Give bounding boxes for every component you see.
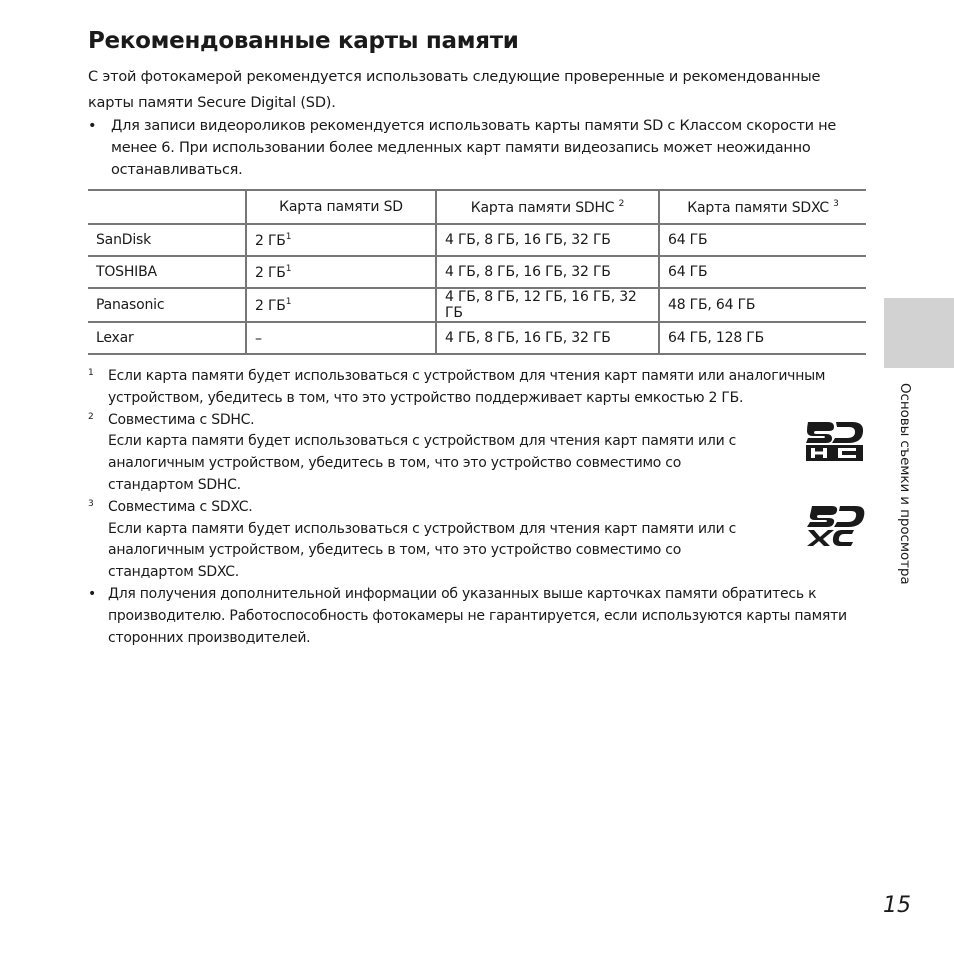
sdxc-cell: 64 ГБ, 128 ГБ — [659, 322, 866, 354]
sdhc-cell: 4 ГБ, 8 ГБ, 16 ГБ, 32 ГБ — [436, 322, 659, 354]
sd-cell: 2 $ГБ^1$ — [246, 256, 436, 288]
sdhc-logo-icon — [804, 418, 866, 466]
footnote-number: 1 — [88, 368, 94, 378]
table-row — [88, 322, 866, 354]
brand-cell: SanDisk — [96, 232, 152, 248]
table-row — [88, 256, 866, 288]
memory-cards-table — [88, 189, 866, 355]
footnote-line: Совместима с SDHC. — [108, 411, 255, 428]
footnote-line: Совместима с SDXC. — [108, 498, 253, 515]
footnote-line: стандартом SDHC. — [108, 476, 241, 493]
sd-cell: – — [246, 322, 436, 354]
brand-cell: Panasonic — [88, 288, 246, 322]
sdxc-logo-icon — [804, 503, 866, 551]
section-tab — [884, 298, 954, 368]
bullet-text: Для записи видеороликов рекомендуется использовать карты памяти SD с Классом скорости не менее 6. При использовании более медленных карт памяти видеозапись может неожиданно останавливаться. — [111, 118, 837, 178]
bullet-dot: • — [88, 118, 97, 134]
sdhc-cell: 4 ГБ, 8 ГБ, 16 ГБ, 32 ГБ — [436, 256, 659, 288]
footnote-line: стандартом SDXC. — [108, 564, 239, 581]
bullet-video-recommendation — [88, 115, 868, 181]
sdxc-cell: 64 ГБ — [659, 224, 866, 256]
page-title: Рекомендованные карты памяти — [88, 28, 519, 54]
footnote-ref: 3 — [833, 198, 839, 209]
bullet-dot: • — [88, 586, 97, 602]
bullet-text: Для получения дополнительной информации об указанных выше карточках памяти обратитесь к производителю. Работоспособность фотокамеры не гарантируется, если используются карты памяти сторонних производителей. — [108, 586, 847, 646]
sd-cell: 2 $ГБ^1$ — [246, 224, 436, 256]
sdhc-cell: 4 ГБ, 8 ГБ, 16 ГБ, 32 ГБ — [436, 224, 659, 256]
footnote-line: аналогичным устройством, убедитесь в том, что это устройство совместимо со — [108, 455, 682, 472]
footnote-ref: 2 — [618, 198, 625, 209]
footnote-line: Если карта памяти будет использоваться с устройством для чтения карт памяти или с — [108, 433, 737, 450]
footnote-3 — [88, 497, 868, 584]
footnote-1 — [88, 366, 868, 410]
page-number: 15 — [883, 893, 911, 918]
brand-cell: Lexar — [88, 322, 246, 354]
table-header-row — [88, 190, 866, 224]
table-row — [88, 288, 866, 322]
footnote-line: аналогичным устройством, убедитесь в том, что это устройство совместимо со — [108, 542, 682, 559]
intro-paragraph: С этой фотокамерой рекомендуется использовать следующие проверенные и рекомендованные карты памяти Secure Digital (SD). — [88, 69, 821, 111]
footnote-line: устройством, убедитесь в том, что это устройство поддерживает карты емкостью 2 ГБ. — [108, 389, 744, 406]
brand-cell: TOSHIBA — [88, 256, 246, 288]
header-sdhc: Карта памяти SDHC $^2$ — [436, 190, 659, 224]
footnote-number: 2 — [88, 411, 94, 422]
footnote-number: 3 — [88, 498, 94, 509]
footnote-line: Если карта памяти будет использоваться с устройством для чтения карт памяти или с — [108, 520, 737, 537]
sdxc-cell: 48 ГБ, 64 ГБ — [659, 288, 866, 322]
sdhc-cell: 4 ГБ, 8 ГБ, 12 ГБ, 16 ГБ, 32 ГБ — [436, 288, 659, 322]
footnote-ref: 1 — [285, 296, 292, 307]
bullet-more-info — [88, 583, 868, 649]
section-side-label: Основы съемки и просмотра — [897, 383, 913, 585]
footnote-ref: 1 — [285, 263, 292, 274]
header-sdxc: Карта памяти SDXC $^3$ — [659, 190, 866, 224]
footnotes — [88, 366, 868, 584]
footnote-ref: 1 — [285, 231, 292, 242]
header-brand — [88, 190, 246, 224]
table-row — [88, 224, 866, 256]
sdxc-cell: 64 ГБ — [659, 256, 866, 288]
footnote-line: Если карта памяти будет использоваться с устройством для чтения карт памяти или аналогичным — [108, 368, 826, 384]
footnote-2 — [88, 410, 868, 497]
header-sd: Карта памяти SD — [246, 190, 436, 224]
sd-cell: 2 $ГБ^1$ — [246, 288, 436, 322]
